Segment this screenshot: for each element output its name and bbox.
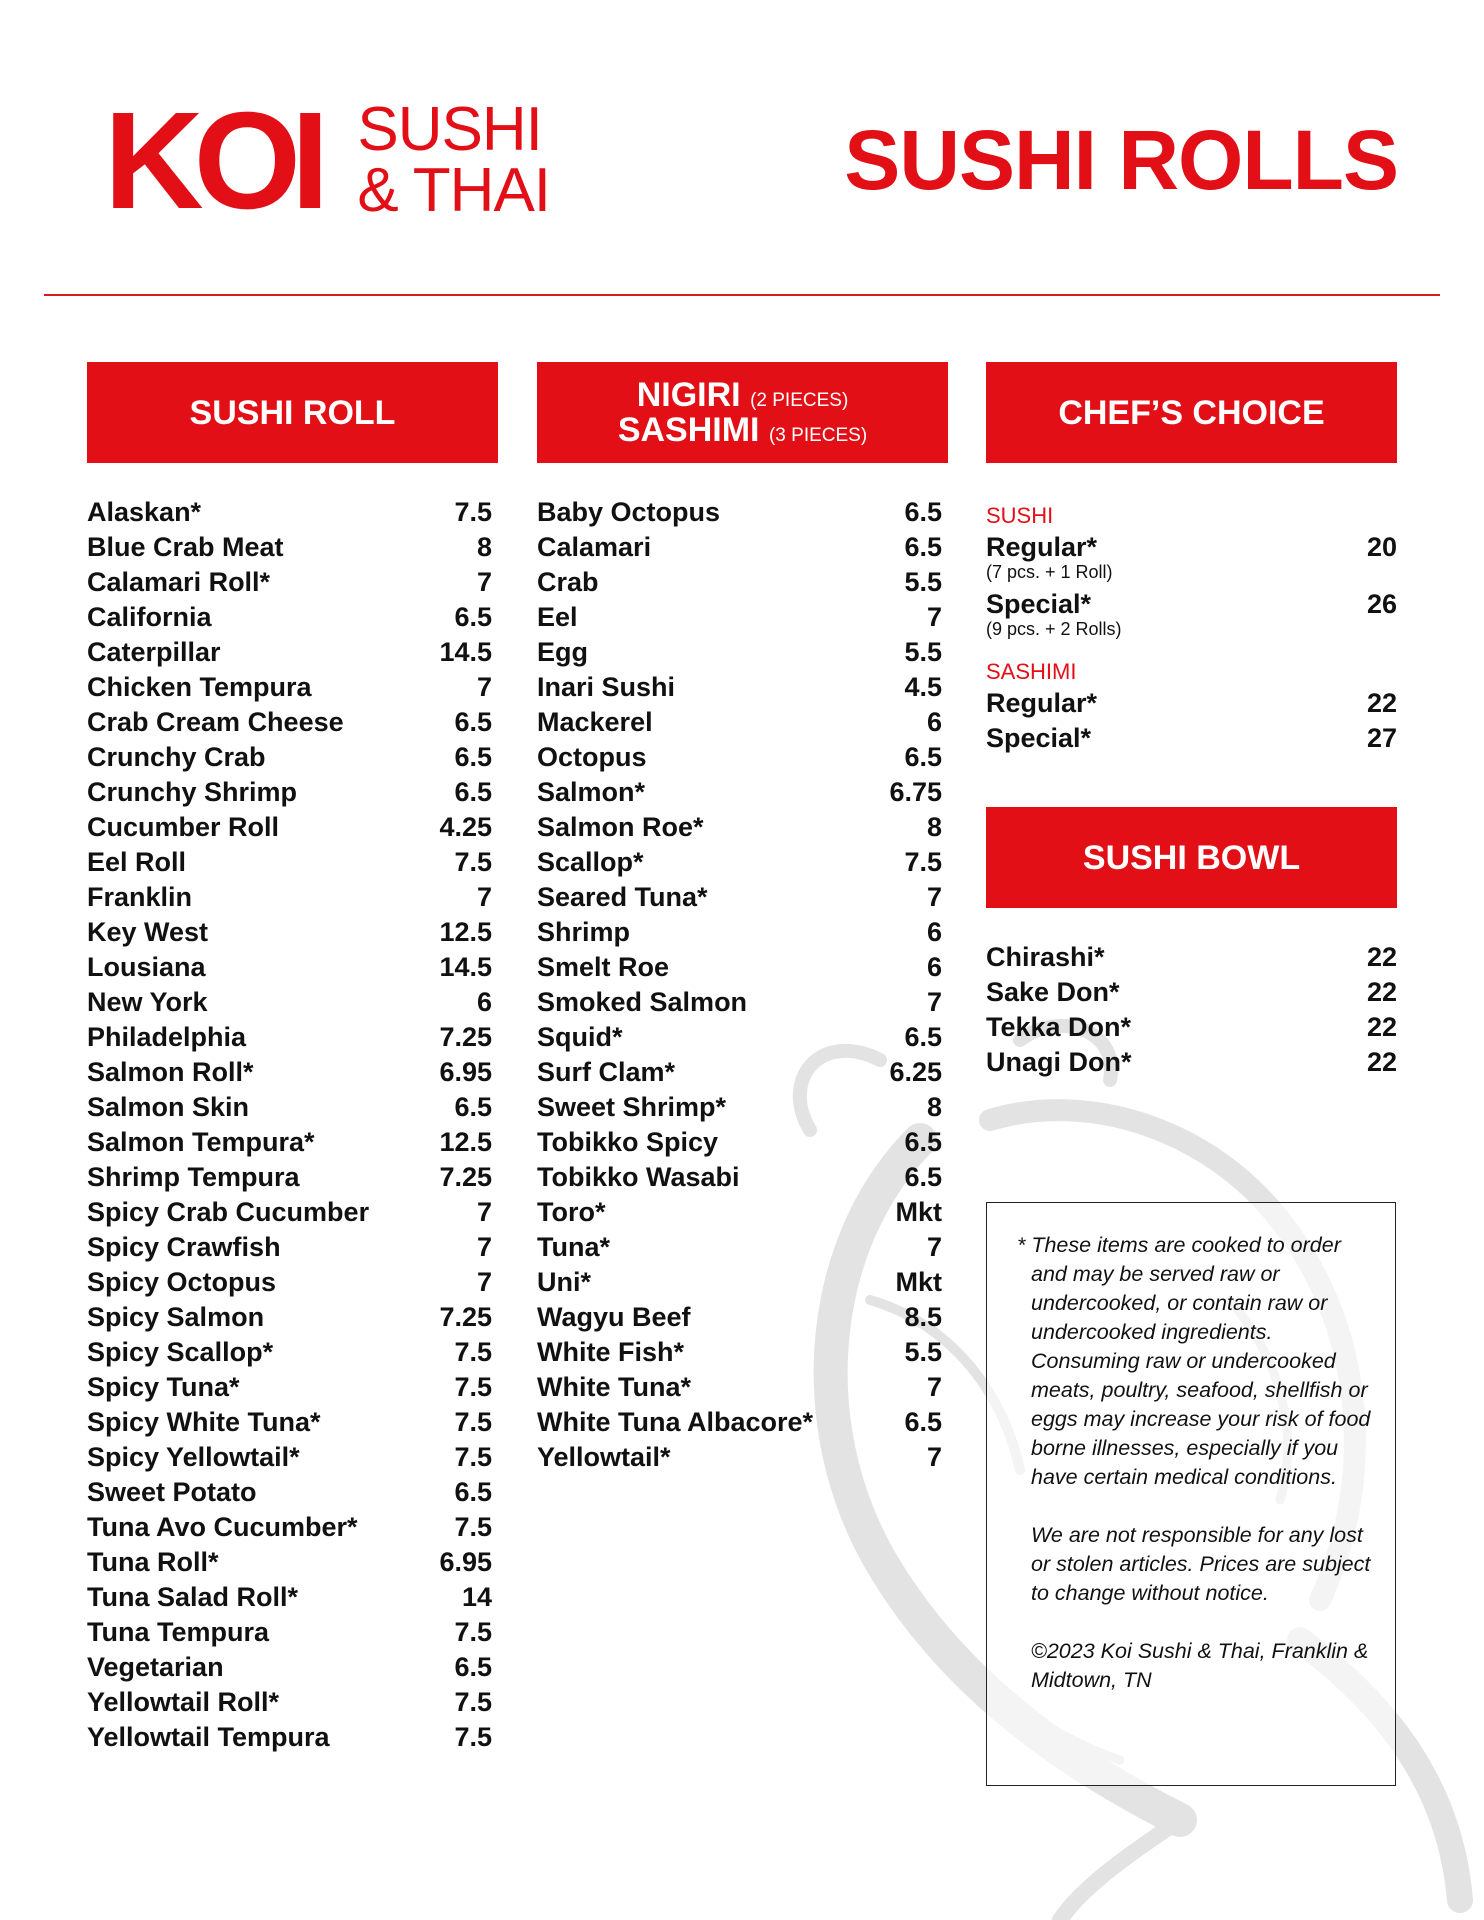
menu-item <box>537 810 942 845</box>
menu-item-name: Yellowtail* <box>537 1442 671 1472</box>
menu-item-price: 22 <box>1366 1012 1397 1042</box>
menu-item <box>986 1045 1397 1080</box>
menu-item-name: Cucumber Roll <box>87 812 280 842</box>
menu-item <box>537 705 942 740</box>
menu-item-price: 7.5 <box>454 1687 492 1717</box>
menu-item-price: 7.5 <box>454 847 492 877</box>
menu-item-name: Calamari Roll* <box>87 567 271 597</box>
menu-item <box>87 1230 492 1265</box>
menu-item-price: 8 <box>476 532 492 562</box>
menu-item <box>87 1335 492 1370</box>
menu-item <box>87 1475 492 1510</box>
menu-item <box>87 1580 492 1615</box>
menu-item <box>87 1405 492 1440</box>
menu-item-price: 6.5 <box>454 1652 492 1682</box>
menu-item-price: 7 <box>476 1197 492 1227</box>
menu-item-price: 7 <box>476 1232 492 1262</box>
menu-item <box>87 1440 492 1475</box>
logo-subtitle-line2: & THAI <box>357 156 551 225</box>
menu-item-price: 7 <box>926 602 942 632</box>
menu-item-name: Spicy Octopus <box>87 1267 277 1297</box>
menu-item <box>87 1090 492 1125</box>
menu-item <box>537 530 942 565</box>
menu-item-price: 6.5 <box>904 532 942 562</box>
menu-item-name: Tekka Don* <box>986 1012 1132 1042</box>
menu-item <box>537 1020 942 1055</box>
menu-item-price: 7 <box>926 1232 942 1262</box>
menu-item-price: 27 <box>1366 723 1397 753</box>
menu-item-price: 6.5 <box>454 1477 492 1507</box>
menu-item-name: Smelt Roe <box>537 952 670 982</box>
menu-item-name: Spicy Yellowtail* <box>87 1442 300 1472</box>
menu-item <box>87 1650 492 1685</box>
menu-item <box>537 1440 942 1475</box>
raw-food-warning: * These items are cooked to order and may be served raw or undercooked, or contain raw or undercooked ingredients. Consuming raw or undercooked meats, poultry, seafood, shellfish or eggs may increase your risk of food borne illnesses, especially if you have certain medical conditions. <box>1017 1233 1371 1489</box>
menu-item <box>87 1055 492 1090</box>
menu-item-price: Mkt <box>895 1197 942 1227</box>
menu-item-price: 6 <box>926 707 942 737</box>
menu-item-name: Smoked Salmon <box>537 987 748 1017</box>
menu-item-name: Regular* <box>986 532 1098 562</box>
menu-item-name: Baby Octopus <box>537 497 721 527</box>
menu-item-price: 7 <box>926 987 942 1017</box>
menu-item-price: 12.5 <box>439 1127 492 1157</box>
sushi-roll-header <box>87 362 498 463</box>
header-divider <box>44 294 1440 296</box>
menu-item <box>537 880 942 915</box>
menu-item <box>87 810 492 845</box>
menu-item <box>537 1405 942 1440</box>
menu-item-name: Crunchy Crab <box>87 742 266 772</box>
nigiri-sashimi-list <box>537 495 942 1475</box>
menu-item-name: Spicy Crawfish <box>87 1232 281 1262</box>
menu-item <box>537 1300 942 1335</box>
menu-item <box>986 587 1397 622</box>
menu-item <box>986 530 1397 565</box>
menu-item-name: Inari Sushi <box>537 672 676 702</box>
menu-item-price: 6 <box>476 987 492 1017</box>
menu-item-name: Blue Crab Meat <box>87 532 284 562</box>
menu-item-name: Toro* <box>537 1197 606 1227</box>
responsibility-notice: We are not responsible for any lost or stolen articles. Prices are subject to change without notice. <box>1031 1523 1371 1605</box>
menu-item-price: 8.5 <box>904 1302 942 1332</box>
menu-item-price: 7.5 <box>454 1407 492 1437</box>
menu-item-price: 14.5 <box>439 952 492 982</box>
sashimi-heading-line <box>617 410 868 449</box>
menu-item-price: 6.25 <box>889 1057 942 1087</box>
menu-item-name: Crunchy Shrimp <box>87 777 298 807</box>
menu-item-price: 6.5 <box>454 742 492 772</box>
menu-item <box>87 565 492 600</box>
menu-item-name: Tuna Tempura <box>87 1617 270 1647</box>
menu-item-name: Eel Roll <box>87 847 187 877</box>
menu-item-name: Spicy Salmon <box>87 1302 265 1332</box>
menu-item <box>87 1265 492 1300</box>
chefs-choice-header <box>986 362 1397 463</box>
menu-item-price: Mkt <box>895 1267 942 1297</box>
menu-item-name: New York <box>87 987 208 1017</box>
menu-item-price: 22 <box>1366 1047 1397 1077</box>
sushi-bowl-header <box>986 807 1397 908</box>
menu-item-name: Chirashi* <box>986 942 1105 972</box>
nigiri-pieces: (2 PIECES) <box>750 389 849 411</box>
menu-item-price: 7 <box>926 1372 942 1402</box>
menu-item-name: Lousiana <box>87 952 206 982</box>
menu-item-name: Salmon Tempura* <box>87 1127 315 1157</box>
menu-item <box>537 1195 942 1230</box>
menu-item-name: Spicy White Tuna* <box>87 1407 321 1437</box>
menu-item <box>87 705 492 740</box>
menu-item-name: Tobikko Wasabi <box>537 1162 740 1192</box>
chefs-choice-heading: CHEF’S CHOICE <box>1058 393 1325 432</box>
menu-item-price: 5.5 <box>904 1337 942 1367</box>
menu-item <box>87 950 492 985</box>
menu-item <box>87 1125 492 1160</box>
menu-item-note: (7 pcs. + 1 Roll) <box>986 562 1113 582</box>
menu-item-name: Franklin <box>87 882 193 912</box>
sushi-bowl-heading: SUSHI BOWL <box>1082 838 1301 877</box>
menu-item <box>986 721 1397 756</box>
menu-item-name: Surf Clam* <box>537 1057 676 1087</box>
menu-item-name: Spicy Scallop* <box>87 1337 274 1367</box>
menu-item-price: 4.25 <box>439 812 492 842</box>
menu-item-name: Crab <box>537 567 599 597</box>
menu-item-name: Crab Cream Cheese <box>87 707 344 737</box>
menu-item <box>537 1125 942 1160</box>
menu-item-name: Alaskan* <box>87 497 202 527</box>
menu-item-name: Scallop* <box>537 847 644 877</box>
menu-item-name: White Tuna Albacore* <box>537 1407 814 1437</box>
menu-item-price: 7 <box>476 1267 492 1297</box>
menu-item-name: Eel <box>537 602 578 632</box>
menu-item-name: Salmon Roll* <box>87 1057 254 1087</box>
menu-item-name: Seared Tuna* <box>537 882 708 912</box>
menu-item-price: 22 <box>1366 942 1397 972</box>
menu-item <box>87 1545 492 1580</box>
menu-item-name: Philadelphia <box>87 1022 247 1052</box>
menu-item <box>87 915 492 950</box>
menu-item <box>87 1195 492 1230</box>
menu-item-price: 7.5 <box>454 1512 492 1542</box>
menu-item-price: 7.25 <box>439 1022 492 1052</box>
menu-item-price: 7 <box>476 672 492 702</box>
menu-item-price: 7.5 <box>454 1337 492 1367</box>
menu-item-price: 6.5 <box>904 497 942 527</box>
menu-item <box>537 950 942 985</box>
menu-item-price: 12.5 <box>439 917 492 947</box>
menu-item-price: 7 <box>476 882 492 912</box>
menu-item-name: Chicken Tempura <box>87 672 312 702</box>
menu-item-name: Vegetarian <box>87 1652 224 1682</box>
sashimi-pieces: (3 PIECES) <box>768 424 868 446</box>
copyright-notice: ©2023 Koi Sushi & Thai, Franklin & Midtown, TN <box>1031 1639 1369 1692</box>
menu-item <box>537 845 942 880</box>
menu-item-name: Spicy Tuna* <box>87 1372 240 1402</box>
menu-item-price: 7.5 <box>454 497 492 527</box>
menu-item <box>537 985 942 1020</box>
menu-item-name: Wagyu Beef <box>537 1302 691 1332</box>
nigiri-heading-line <box>636 375 849 414</box>
menu-item-name: Special* <box>986 723 1092 753</box>
menu-item-name: Salmon* <box>537 777 646 807</box>
menu-item-name: Special* <box>986 589 1092 619</box>
menu-item <box>87 1160 492 1195</box>
menu-item-name: Regular* <box>986 688 1098 718</box>
menu-item-name: Uni* <box>537 1267 591 1297</box>
menu-item <box>87 600 492 635</box>
menu-item-name: Octopus <box>537 742 647 772</box>
menu-item <box>537 1370 942 1405</box>
menu-item <box>87 1020 492 1055</box>
menu-item-name: White Fish* <box>537 1337 684 1367</box>
menu-item-note: (9 pcs. + 2 Rolls) <box>986 619 1122 639</box>
menu-item <box>87 635 492 670</box>
chefs-choice-list <box>986 498 1397 756</box>
menu-item-name: Shrimp Tempura <box>87 1162 300 1192</box>
menu-item <box>87 1720 492 1755</box>
menu-item <box>87 1615 492 1650</box>
chefs-sashimi-label: SASHIMI <box>986 659 1077 684</box>
menu-item-name: Tobikko Spicy <box>537 1127 719 1157</box>
menu-item-price: 6.5 <box>454 1092 492 1122</box>
menu-item-price: 7.5 <box>454 1372 492 1402</box>
menu-item <box>87 1685 492 1720</box>
menu-item-name: Unagi Don* <box>986 1047 1132 1077</box>
nigiri-heading: NIGIRI <box>636 375 741 414</box>
menu-item-price: 6.95 <box>439 1057 492 1087</box>
menu-item-price: 7 <box>476 567 492 597</box>
menu-item-name: Spicy Crab Cucumber <box>87 1197 370 1227</box>
menu-item-name: Caterpillar <box>87 637 221 667</box>
menu-item-price: 6 <box>926 952 942 982</box>
menu-item <box>537 670 942 705</box>
menu-item-price: 6.5 <box>454 707 492 737</box>
menu-item-price: 6 <box>926 917 942 947</box>
menu-item <box>537 1335 942 1370</box>
sushi-bowl-list <box>986 940 1397 1080</box>
menu-item <box>537 915 942 950</box>
menu-item <box>537 565 942 600</box>
menu-item-price: 8 <box>926 1092 942 1122</box>
menu-item-price: 7.25 <box>439 1302 492 1332</box>
disclaimer-box <box>986 1202 1396 1786</box>
menu-item-price: 7.5 <box>454 1617 492 1647</box>
menu-item-name: Tuna* <box>537 1232 610 1262</box>
menu-item <box>87 740 492 775</box>
menu-item <box>87 530 492 565</box>
menu-item-name: Shrimp <box>537 917 631 947</box>
menu-item <box>537 1160 942 1195</box>
menu-item <box>537 775 942 810</box>
menu-item-price: 5.5 <box>904 637 942 667</box>
chefs-sushi-label: SUSHI <box>986 503 1054 528</box>
menu-item <box>537 1090 942 1125</box>
logo-subtitle <box>357 95 551 225</box>
menu-item-price: 14 <box>461 1582 492 1612</box>
menu-item-price: 7.5 <box>904 847 942 877</box>
menu-item-price: 6.5 <box>904 1022 942 1052</box>
menu-item-price: 7.25 <box>439 1162 492 1192</box>
menu-item-price: 7.5 <box>454 1442 492 1472</box>
menu-item <box>986 686 1397 721</box>
menu-item-name: Tuna Avo Cucumber* <box>87 1512 358 1542</box>
menu-item <box>87 880 492 915</box>
menu-item-name: Salmon Skin <box>87 1092 250 1122</box>
menu-item-name: Tuna Roll* <box>87 1547 219 1577</box>
menu-item-price: 6.5 <box>904 1127 942 1157</box>
menu-item <box>87 985 492 1020</box>
brand-logo <box>104 84 551 238</box>
page-title: SUSHI ROLLS <box>844 113 1398 207</box>
menu-item <box>87 670 492 705</box>
logo-koi: KOI <box>104 84 320 238</box>
menu-item-price: 6.5 <box>454 602 492 632</box>
menu-item-price: 7 <box>926 882 942 912</box>
menu-item-price: 6.5 <box>904 1407 942 1437</box>
menu-item <box>87 1370 492 1405</box>
sashimi-heading: SASHIMI <box>617 410 760 449</box>
menu-item-price: 6.95 <box>439 1547 492 1577</box>
menu-item-price: 8 <box>926 812 942 842</box>
menu-item <box>537 740 942 775</box>
menu-item <box>537 1230 942 1265</box>
menu-item <box>986 975 1397 1010</box>
menu-item <box>87 495 492 530</box>
sushi-roll-list <box>87 495 492 1755</box>
menu-item <box>537 600 942 635</box>
menu-item <box>537 495 942 530</box>
menu-item <box>87 1300 492 1335</box>
menu-item-name: Mackerel <box>537 707 653 737</box>
menu-item-name: Sweet Shrimp* <box>537 1092 727 1122</box>
menu-item-price: 7.5 <box>454 1722 492 1752</box>
menu-item-price: 22 <box>1366 977 1397 1007</box>
menu-item-price: 26 <box>1366 589 1397 619</box>
menu-item <box>87 775 492 810</box>
menu-item-price: 6.5 <box>454 777 492 807</box>
menu-item-name: Key West <box>87 917 209 947</box>
menu-item-price: 6.5 <box>904 1162 942 1192</box>
menu-item-price: 22 <box>1366 688 1397 718</box>
menu-item <box>537 1055 942 1090</box>
menu-item-name: Salmon Roe* <box>537 812 704 842</box>
menu-item-name: Egg <box>537 637 588 667</box>
menu-item-price: 4.5 <box>904 672 942 702</box>
menu-item-name: White Tuna* <box>537 1372 691 1402</box>
sushi-roll-heading: SUSHI ROLL <box>189 393 396 432</box>
menu-item <box>986 940 1397 975</box>
menu-item <box>537 635 942 670</box>
menu-item <box>87 1510 492 1545</box>
menu-item-name: California <box>87 602 212 632</box>
menu-item-price: 6.5 <box>904 742 942 772</box>
menu-item-name: Sweet Potato <box>87 1477 257 1507</box>
menu-item-price: 6.75 <box>889 777 942 807</box>
menu-item-name: Tuna Salad Roll* <box>87 1582 299 1612</box>
menu-item-name: Yellowtail Roll* <box>87 1687 280 1717</box>
menu-item-price: 20 <box>1366 532 1397 562</box>
nigiri-sashimi-header <box>537 362 948 463</box>
menu-item <box>986 1010 1397 1045</box>
menu-item <box>87 845 492 880</box>
menu-item-price: 5.5 <box>904 567 942 597</box>
menu-item-name: Sake Don* <box>986 977 1120 1007</box>
menu-item-name: Squid* <box>537 1022 623 1052</box>
menu-item-price: 7 <box>926 1442 942 1472</box>
menu-item-price: 14.5 <box>439 637 492 667</box>
menu-item-name: Calamari <box>537 532 652 562</box>
menu-item <box>537 1265 942 1300</box>
menu-item-name: Yellowtail Tempura <box>87 1722 330 1752</box>
logo-subtitle-line1: SUSHI <box>357 95 542 165</box>
